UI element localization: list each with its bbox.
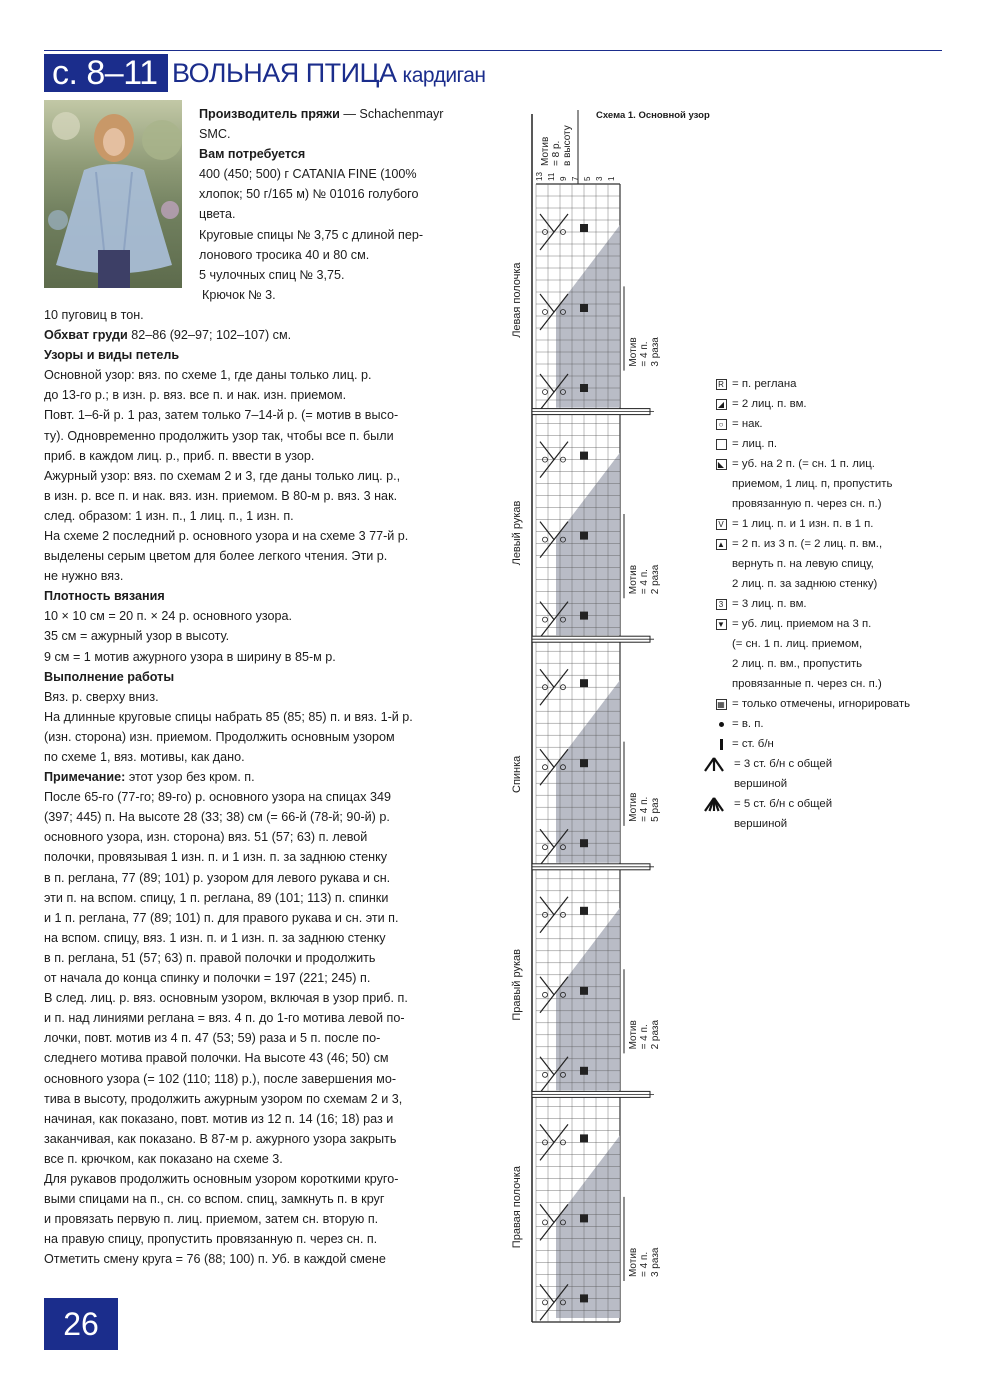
decrease-mark bbox=[580, 679, 588, 687]
text-line bbox=[44, 747, 488, 767]
text-line bbox=[44, 968, 488, 988]
top-motif-label bbox=[540, 125, 573, 166]
text-span: не нужно вяз. bbox=[44, 569, 124, 584]
legend-row bbox=[710, 754, 960, 794]
legend-row bbox=[710, 694, 960, 714]
top-motif-line: = 8 р. bbox=[551, 140, 562, 166]
motif-line: = 4 п. bbox=[639, 1024, 650, 1050]
raglan-stitch-icon bbox=[710, 374, 732, 394]
legend-text: = 2 лиц. п. вм. bbox=[732, 398, 807, 410]
text-span: 400 (450; 500) г CATANIA FINE (100% bbox=[199, 167, 417, 182]
text-span: — Schachenmayr bbox=[339, 107, 444, 121]
text-span: лочки, повт. мотив из 4 п. 47 (53; 59) раза и 5 п. после по- bbox=[44, 1031, 381, 1046]
three-from-two-icon bbox=[710, 534, 732, 554]
legend-symbol-box: R bbox=[716, 379, 727, 390]
motif-line: Мотив bbox=[628, 337, 639, 367]
text-heading: Плотность вязания bbox=[44, 589, 165, 604]
motif-line: = 4 п. bbox=[639, 1251, 650, 1278]
legend-symbol-box bbox=[716, 439, 727, 450]
text-line bbox=[44, 124, 488, 144]
section-motif-label bbox=[628, 793, 661, 822]
shaded-increase-area bbox=[556, 453, 620, 636]
chart-section-label: Левый рукав bbox=[511, 500, 523, 566]
text-line bbox=[44, 1169, 488, 1189]
motif-line: Мотив bbox=[628, 1020, 639, 1050]
motif-decrease-line bbox=[540, 749, 554, 785]
text-line bbox=[44, 908, 488, 928]
double-decrease-icon bbox=[710, 614, 732, 634]
text-line bbox=[44, 285, 488, 305]
text-line bbox=[44, 325, 488, 345]
legend-row bbox=[710, 534, 960, 594]
yarn-over-mark bbox=[543, 1220, 548, 1225]
motif-decrease-line bbox=[554, 897, 568, 915]
legend-text: = 2 п. из 3 п. (= 2 лиц. п. вм., вернуть п. на левую спицу, 2 лиц. п. за заднюю стенку) bbox=[732, 538, 883, 590]
yarn-over-mark bbox=[543, 537, 548, 542]
text-span: Крючок № 3. bbox=[202, 287, 276, 302]
motif-line: = 4 п. bbox=[639, 796, 650, 822]
page-title bbox=[172, 56, 486, 93]
text-line bbox=[44, 988, 488, 1008]
text-line bbox=[44, 1089, 488, 1109]
section-motif-label bbox=[628, 1247, 661, 1277]
legend-row bbox=[710, 434, 960, 454]
text-span: Повт. 1–6-й р. 1 раз, затем только 7–14-й р. (= мотив в высо- bbox=[44, 408, 399, 423]
text-line bbox=[44, 426, 488, 446]
legend-symbol-box: V bbox=[716, 519, 727, 530]
text-span: На схеме 2 последний р. основного узора и на схеме 3 77-й р. bbox=[44, 528, 409, 543]
text-span: следнего мотива правой полочки. На высоте 43 (46; 50) см bbox=[44, 1051, 389, 1066]
text-line bbox=[44, 1109, 488, 1129]
section-motif-label bbox=[628, 564, 661, 594]
legend-text: = 5 ст. б/н с общей вершиной bbox=[734, 798, 833, 830]
text-span: и 1 п. реглана, 77 (89; 101) п. для правого рукава и сн. эти п. bbox=[44, 910, 399, 925]
text-span: хлопок; 50 г/165 м) № 01016 голубого bbox=[199, 187, 419, 202]
text-span: Ажурный узор: вяз. по схемам 2 и 3, где даны только лиц. р., bbox=[44, 468, 401, 483]
text-line bbox=[44, 184, 488, 204]
text-span: и провязать первую п. лиц. приемом, затем сн. вторую п. bbox=[44, 1212, 379, 1227]
knit-stitch-icon bbox=[710, 434, 732, 454]
text-line bbox=[44, 647, 488, 667]
legend-symbol-box: ▲ bbox=[717, 539, 725, 549]
text-span: полочки, провязывая 1 изн. п. и 1 изн. п. за заднюю стенку bbox=[44, 850, 388, 865]
text-span: выделены серым цветом для более легкого чтения. Эти р. bbox=[44, 549, 388, 564]
text-span: эти п. на вспом. спицу, 1 п. реглана, 89 (101; 113) п. спинки bbox=[44, 890, 389, 905]
text-line bbox=[44, 667, 488, 687]
text-line bbox=[44, 546, 488, 566]
text-line bbox=[44, 1069, 488, 1089]
text-heading: Узоры и виды петель bbox=[44, 348, 180, 363]
shaded-increase-area bbox=[556, 225, 620, 408]
legend-row bbox=[710, 714, 960, 734]
chart-section-label: Спинка bbox=[511, 755, 523, 793]
text-span: 10 × 10 см = 20 п. × 24 р. основного узора. bbox=[44, 609, 293, 624]
text-line bbox=[44, 1129, 488, 1149]
motif-decrease-line bbox=[540, 1057, 554, 1093]
motif-decrease-line bbox=[554, 214, 568, 232]
decrease-mark bbox=[580, 224, 588, 232]
text-span: по схеме 1, вяз. мотивы, как дано. bbox=[44, 750, 245, 764]
text-line bbox=[44, 1149, 488, 1169]
motif-line: Мотив bbox=[628, 792, 639, 822]
text-span: В след. лиц. р. вяз. основным узором, включая в узор приб. п. bbox=[44, 991, 408, 1006]
text-heading: Вам потребуется bbox=[199, 147, 306, 162]
text-line bbox=[44, 104, 488, 124]
text-line bbox=[44, 948, 488, 968]
shaded-increase-area bbox=[556, 1135, 620, 1318]
text-line bbox=[44, 566, 488, 586]
legend-row bbox=[710, 374, 960, 394]
text-line bbox=[44, 888, 488, 908]
row-number-label: 1 bbox=[607, 176, 616, 181]
legend-symbol-box: ◢ bbox=[716, 399, 727, 410]
text-span: 5 чулочных спиц № 3,75. bbox=[199, 267, 345, 282]
motif-decrease-line bbox=[540, 1284, 554, 1320]
yarn-over-icon bbox=[710, 414, 732, 434]
text-line bbox=[44, 466, 488, 486]
text-span: 35 см = ажурный узор в высоту. bbox=[44, 629, 230, 644]
text-line bbox=[44, 1008, 488, 1028]
motif-decrease-line bbox=[554, 669, 568, 687]
decrease-mark bbox=[580, 907, 588, 915]
decrease-mark bbox=[580, 1134, 588, 1142]
yarn-over-mark bbox=[543, 1300, 548, 1305]
text-span: след. образом: 1 изн. п., 1 лиц. п., 1 изн. п. bbox=[44, 508, 294, 523]
yarn-over-mark bbox=[543, 310, 548, 315]
text-span: все п. крючком, как показано на схеме 3. bbox=[44, 1151, 283, 1166]
text-span: от начала до конца спинку и полочки = 197 (221; 245) п. bbox=[44, 971, 371, 986]
text-span: и п. над линиями реглана = вяз. 4 п. до 1-го мотива левой по- bbox=[44, 1011, 405, 1026]
text-span: на вспом. спицу, вяз. 1 изн. п. и 1 изн. п. за заднюю стенку bbox=[44, 930, 386, 945]
text-span: приб. в каждом лиц. р., приб. п. ввести в узор. bbox=[44, 448, 315, 463]
legend-row bbox=[710, 514, 960, 534]
row-number-label: 5 bbox=[583, 176, 592, 181]
text-line bbox=[44, 847, 488, 867]
text-line bbox=[44, 727, 488, 747]
legend-symbol-box: 3 bbox=[716, 599, 727, 610]
text-line bbox=[44, 345, 488, 365]
motif-decrease-line bbox=[554, 1124, 568, 1142]
decrease-mark bbox=[580, 452, 588, 460]
legend-symbol-box: ▼ bbox=[717, 619, 725, 629]
decrease-mark bbox=[580, 612, 588, 620]
decrease-mark bbox=[580, 304, 588, 312]
legend-text: = 3 лиц. п. вм. bbox=[732, 598, 807, 610]
legend-text: = п. реглана bbox=[732, 378, 797, 390]
text-heading: Примечание: bbox=[44, 770, 126, 785]
text-span: Основной узор: вяз. по схеме 1, где даны только лиц. р. bbox=[44, 368, 372, 383]
row-number-label: 9 bbox=[559, 176, 568, 181]
text-line bbox=[44, 446, 488, 466]
text-line bbox=[44, 1189, 488, 1209]
page-reference-badge: с. 8–11 bbox=[44, 54, 168, 92]
motif-line: 3 раза bbox=[650, 337, 661, 367]
text-heading: Выполнение работы bbox=[44, 669, 175, 684]
text-span: Вяз. р. сверху вниз. bbox=[44, 689, 159, 704]
text-span: Круговые спицы № 3,75 с длиной пер- bbox=[199, 227, 424, 242]
decrease-mark bbox=[580, 532, 588, 540]
text-span: Для рукавов продолжить основным узором короткими круго- bbox=[44, 1171, 399, 1186]
increase-icon bbox=[710, 514, 732, 534]
legend-text: = нак. bbox=[732, 418, 763, 430]
text-line bbox=[44, 486, 488, 506]
text-line bbox=[44, 305, 488, 325]
section-motif-label bbox=[628, 1019, 661, 1049]
article-text bbox=[44, 104, 488, 1269]
motif-decrease-line bbox=[540, 1204, 554, 1240]
text-line bbox=[44, 405, 488, 425]
text-span: в п. реглана, 51 (57; 63) п. правой полочки и продолжить bbox=[44, 950, 376, 965]
legend-row bbox=[710, 614, 960, 694]
text-span: до 13-го р.; в изн. р. вяз. все п. и нак. изн. приемом. bbox=[44, 388, 347, 403]
legend-symbol-box: ◣ bbox=[716, 459, 727, 470]
motif-line: 3 раза bbox=[650, 1247, 661, 1278]
top-rule bbox=[44, 50, 942, 51]
motif-line: 5 раз bbox=[650, 797, 661, 822]
text-span: Отметить смену круга = 76 (88; 100) п. Уб. в каждой смене bbox=[44, 1252, 386, 1267]
motif-decrease-line bbox=[540, 829, 554, 865]
text-line bbox=[44, 204, 488, 224]
yarn-over-mark bbox=[543, 617, 548, 622]
text-span: на правую спицу, пропустить провязанную п. через сн. п. bbox=[44, 1232, 378, 1247]
motif-decrease-line bbox=[540, 374, 554, 410]
yarn-over-mark bbox=[543, 845, 548, 850]
chart-section-label: Правый рукав bbox=[511, 948, 523, 1021]
decrease-mark bbox=[580, 384, 588, 392]
motif-line: = 4 п. bbox=[639, 341, 650, 367]
page-number: 26 bbox=[44, 1298, 118, 1350]
text-line bbox=[44, 245, 488, 265]
yarn-over-mark bbox=[543, 1072, 548, 1077]
yarn-over-mark bbox=[543, 765, 548, 770]
yarn-over-mark bbox=[543, 390, 548, 395]
chart-section-label: Правая полочка bbox=[511, 1166, 523, 1249]
motif-line: Мотив bbox=[628, 564, 639, 595]
legend-row bbox=[710, 414, 960, 434]
ssk-icon bbox=[710, 454, 732, 474]
legend-row bbox=[710, 454, 960, 514]
legend-row bbox=[710, 594, 960, 614]
text-line bbox=[44, 707, 488, 727]
symbol-legend bbox=[710, 374, 960, 834]
motif-line: = 4 п. bbox=[639, 569, 650, 595]
text-span: в изн. р. все п. и нак. вяз. изн. приемом. В 80-м р. вяз. 3 нак. bbox=[44, 488, 398, 503]
shaded-increase-area bbox=[556, 680, 620, 863]
text-span: заканчивая, как показано. В 87-м р. ажурного узора закрыть bbox=[44, 1131, 397, 1146]
legend-text: = лиц. п. bbox=[732, 438, 778, 450]
legend-row bbox=[710, 794, 960, 834]
text-line bbox=[44, 1249, 488, 1269]
legend-text: = ст. б/н bbox=[732, 738, 774, 750]
decrease-mark bbox=[580, 987, 588, 995]
motif-line: 2 раза bbox=[650, 1019, 661, 1050]
text-span: основного узора, изн. сторона) вяз. 51 (57; 63) п. левой bbox=[44, 830, 368, 845]
text-line bbox=[44, 626, 488, 646]
text-line bbox=[44, 506, 488, 526]
text-line bbox=[44, 1209, 488, 1229]
decrease-mark bbox=[580, 1294, 588, 1302]
text-line bbox=[44, 225, 488, 245]
text-line bbox=[44, 1048, 488, 1068]
motif-line: Мотив bbox=[628, 1247, 639, 1278]
section-motif-label bbox=[628, 337, 661, 367]
text-line bbox=[44, 1229, 488, 1249]
legend-row bbox=[710, 394, 960, 414]
row-number-label: 7 bbox=[571, 176, 580, 181]
legend-symbol-box: ▦ bbox=[717, 699, 725, 709]
text-span: выми спицами на п., сн. со вспом. спиц, замкнуть п. в круг bbox=[44, 1192, 385, 1207]
text-line bbox=[44, 807, 488, 827]
decrease-mark bbox=[580, 1214, 588, 1222]
row-number-label: 3 bbox=[595, 176, 604, 181]
text-line bbox=[44, 586, 488, 606]
chart-title: Схема 1. Основной узор bbox=[596, 110, 710, 121]
text-span: (397; 445) п. На высоте 28 (33; 38) см (= 66-й (78-й; 90-й) р. bbox=[44, 810, 390, 825]
decrease-mark bbox=[580, 759, 588, 767]
text-line bbox=[44, 687, 488, 707]
text-span: начиная, как показано, повт. мотив из 12 п. 14 (16; 18) раз и bbox=[44, 1111, 394, 1126]
legend-text: = уб. лиц. приемом на 3 п. (= сн. 1 п. лиц. приемом, 2 лиц. п. вм., пропустить провязанные п. через сн. п.) bbox=[732, 618, 882, 690]
text-span: (изн. сторона) изн. приемом. Продолжить основным узором bbox=[44, 729, 395, 744]
yarn-over-mark bbox=[543, 992, 548, 997]
five-sc-joined-icon bbox=[694, 794, 734, 814]
text-span: тива в высоту, продолжить ажурным узором по схемам 2 и 3, bbox=[44, 1091, 403, 1106]
ignore-stitch-icon bbox=[710, 694, 732, 714]
text-span: цвета. bbox=[199, 207, 236, 222]
three-sc-joined-icon bbox=[694, 754, 734, 774]
three-knit-icon bbox=[710, 594, 732, 614]
text-line bbox=[44, 385, 488, 405]
text-line bbox=[44, 164, 488, 184]
legend-text: = уб. на 2 п. (= сн. 1 п. лиц. приемом, 1 лиц. п, пропустить провязанную п. через сн. п.) bbox=[732, 458, 893, 510]
text-line bbox=[44, 606, 488, 626]
legend-text: = в. п. bbox=[732, 718, 764, 730]
text-line bbox=[44, 787, 488, 807]
single-crochet-icon bbox=[710, 734, 732, 754]
legend-text: = 1 лиц. п. и 1 изн. п. в 1 п. bbox=[732, 518, 874, 530]
text-line bbox=[44, 1028, 488, 1048]
motif-decrease-line bbox=[540, 522, 554, 558]
motif-decrease-line bbox=[554, 442, 568, 460]
text-span: ту). Одновременно продолжить узор так, чтобы все п. были bbox=[44, 428, 394, 443]
motif-decrease-line bbox=[540, 294, 554, 330]
text-span: На длинные круговые спицы набрать 85 (85; 85) п. и вяз. 1-й р. bbox=[44, 709, 413, 724]
text-line bbox=[44, 526, 488, 546]
text-span: 10 пуговиц в тон. bbox=[44, 307, 144, 322]
text-span: этот узор без кром. п. bbox=[125, 770, 255, 785]
decrease-mark bbox=[580, 1067, 588, 1075]
title-main: ВОЛЬНАЯ ПТИЦА bbox=[172, 58, 397, 88]
legend-symbol-box: ○ bbox=[716, 419, 727, 430]
legend-row bbox=[710, 734, 960, 754]
text-heading: Обхват груди bbox=[44, 328, 128, 343]
top-motif-line: в высоту bbox=[562, 125, 573, 166]
text-span: 82–86 (92–97; 102–107) см. bbox=[127, 328, 292, 343]
motif-decrease-line bbox=[540, 977, 554, 1013]
legend-text: = 3 ст. б/н с общей вершиной bbox=[734, 758, 833, 790]
text-line bbox=[44, 767, 488, 787]
chain-stitch-icon bbox=[710, 714, 732, 734]
text-span: После 65-го (77-го; 89-го) р. основного узора на спицах 349 bbox=[44, 790, 391, 805]
k2tog-icon bbox=[710, 394, 732, 414]
knitting-chart-1 bbox=[500, 100, 700, 1330]
text-line bbox=[44, 827, 488, 847]
text-line bbox=[44, 265, 488, 285]
text-span: основного узора (= 102 (110; 118) р.), после завершения мо- bbox=[44, 1071, 397, 1086]
text-span: 9 см = 1 мотив ажурного узора в ширину в 85-м р. bbox=[44, 649, 336, 664]
text-span: SMC. bbox=[199, 127, 231, 142]
shaded-increase-area bbox=[556, 908, 620, 1091]
text-line bbox=[44, 868, 488, 888]
chart-section-label: Левая полочка bbox=[511, 262, 523, 338]
text-heading: Производитель пряжи bbox=[199, 107, 340, 121]
top-motif-line: Мотив bbox=[540, 136, 551, 166]
text-span: в п. реглана, 77 (89; 101) р. узором для левого рукава и сн. bbox=[44, 870, 391, 885]
row-number-label: 11 bbox=[547, 172, 556, 181]
motif-decrease-line bbox=[540, 602, 554, 638]
legend-text: = только отмечены, игнорировать bbox=[732, 698, 911, 710]
motif-line: 2 раза bbox=[650, 564, 661, 595]
text-span: лонового тросика 40 и 80 см. bbox=[199, 247, 370, 262]
text-line bbox=[44, 144, 488, 164]
title-subtitle: кардиган bbox=[402, 64, 486, 87]
text-line bbox=[44, 928, 488, 948]
text-line bbox=[44, 365, 488, 385]
row-number-label: 13 bbox=[535, 172, 544, 181]
decrease-mark bbox=[580, 839, 588, 847]
